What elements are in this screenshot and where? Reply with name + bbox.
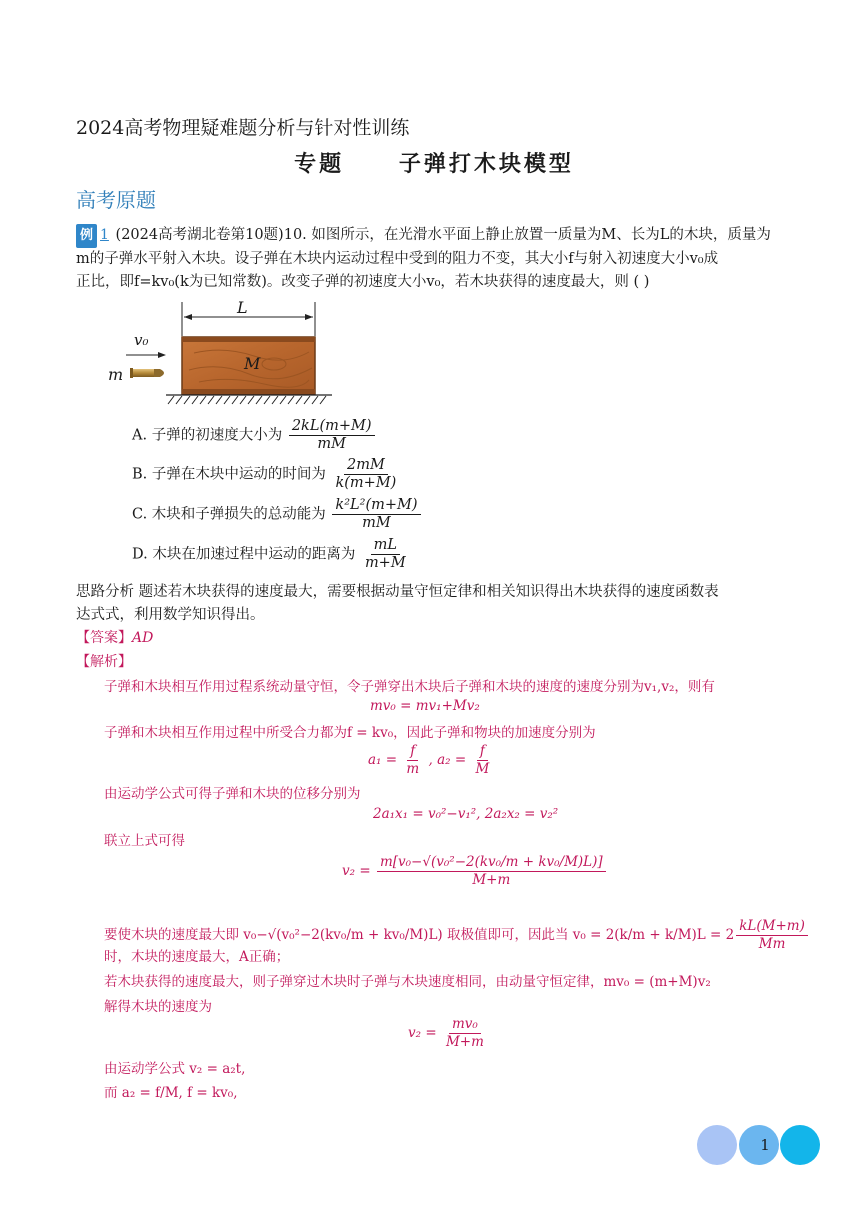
option-a-text: A. 子弹的初速度大小为 <box>132 427 283 444</box>
solution-line-1: 子弹和木块相互作用过程系统动量守恒，令子弹穿出木块后子弹和木块的速度的速度分别为v₁,v₂，则有 <box>104 679 715 695</box>
bullet-block-figure <box>104 298 334 408</box>
question-line-2: m的子弹水平射入木块。设子弹在木块内运动过程中受到的阻力不变，其大小f与射入初速度大小v₀成 <box>76 251 719 267</box>
option-a[interactable] <box>132 418 377 453</box>
option-c-text: C. 木块和子弹损失的总动能为 <box>132 506 326 523</box>
analysis-line-2: 达式式，利用数学知识得出。 <box>76 607 265 623</box>
option-d[interactable] <box>132 537 411 572</box>
option-d-text: D. 木块在加速过程中运动的距离为 <box>132 546 356 563</box>
solution-line-3: 由运动学公式可得子弹和木块的位移分别为 <box>104 786 361 802</box>
option-d-fraction: $\frac{mL}{m+M}$ <box>364 537 406 571</box>
solution-equation-5: v₂ = $\frac{\text{mv₀}}{M+m}$ <box>408 1016 484 1050</box>
answer-label: 【答案】 <box>76 630 132 646</box>
topic-name: 子弹打木块模型 <box>398 151 574 177</box>
solution-line-10: 而 a₂ = f/M, f = kv₀, <box>104 1085 238 1101</box>
solution-equation-3: 2a₁x₁ = v₀²−v₁², 2a₂x₂ = v₂² <box>373 806 559 822</box>
solution-line-5: 要使木块的速度最大即 v₀−√(v₀²−2(kv₀/m + kv₀/M)L) 取极值即可，因此当 v₀ = 2(k/m + k/M)L = 2 $\frac{kL(M+m)}{Mm}$ <box>104 918 810 953</box>
solution-line-9: 由运动学公式 v₂ = a₂t, <box>104 1061 246 1077</box>
option-b[interactable] <box>132 457 401 492</box>
option-b-fraction: $\frac{2mM}{k(m+M)}$ <box>335 457 397 491</box>
question-text-1: (2024高考湖北卷第10题)10. 如图所示，在光滑水平面上静止放置一质量为M、长为L的木块，质量为 <box>115 227 771 243</box>
solution-line-8: 解得木块的速度为 <box>104 999 212 1015</box>
option-a-fraction: $\frac{2kL(m+M)}{mM}$ <box>289 418 375 453</box>
example-number[interactable]: 1 <box>100 227 109 243</box>
figure-label-velocity: v₀ <box>134 331 149 349</box>
analysis-line-1: 思路分析 题述若木块获得的速度最大，需要根据动量守恒定律和相关知识得出木块获得的速度函数表 <box>76 584 719 600</box>
solution-equation-1: mv₀ = mv₁+Mv₂ <box>370 698 480 714</box>
solution-equation-2: a₁ = $\frac{f}{m}$ , a₂ = $\frac{f}{M}$ <box>368 743 490 777</box>
solution-line-7: 若木块获得的速度最大，则子弹穿过木块时子弹与木块速度相同，由动量守恒定律，mv₀ = (m+M)v₂ <box>104 974 711 990</box>
section-heading: 高考原题 <box>76 188 156 212</box>
page-number: 1 <box>760 1136 770 1154</box>
page-circle-right <box>780 1125 820 1165</box>
solution-label: 【解析】 <box>76 654 132 670</box>
answer-value: AD <box>132 630 154 646</box>
solution-line-2: 子弹和木块相互作用过程中所受合力都为f = kv₀，因此子弹和物块的加速度分别为 <box>104 725 596 741</box>
figure-label-block-mass: M <box>244 354 261 373</box>
option-b-text: B. 子弹在木块中运动的时间为 <box>132 466 326 483</box>
document-header: 2024高考物理疑难题分析与针对性训练 <box>76 117 410 139</box>
answer <box>76 627 153 647</box>
figure-label-bullet-mass: m <box>108 365 124 384</box>
example-badge: 例 <box>76 224 97 248</box>
topic-label: 专题 <box>294 151 345 177</box>
option-c-fraction: $\frac{\text{k²L²(m+M)}}{mM}$ <box>332 497 420 532</box>
question-line-3: 正比，即f=kv₀(k为已知常数)。改变子弹的初速度大小v₀，若木块获得的速度最大，则 ( ) <box>76 274 650 290</box>
solution-line-6: 时，木块的速度最大，A正确； <box>104 949 290 965</box>
question-line-1 <box>76 224 771 248</box>
solution-line-4: 联立上式可得 <box>104 833 185 849</box>
topic-title <box>0 147 868 178</box>
page-circle-left <box>697 1125 737 1165</box>
option-c[interactable] <box>132 497 423 532</box>
solution-equation-4: v₂ = $\frac{\text{m[v₀−√(v₀²−2(kv₀/m + kv₀/M)L)]}}{M+m}$ <box>342 854 608 889</box>
figure-label-length: L <box>237 298 248 317</box>
